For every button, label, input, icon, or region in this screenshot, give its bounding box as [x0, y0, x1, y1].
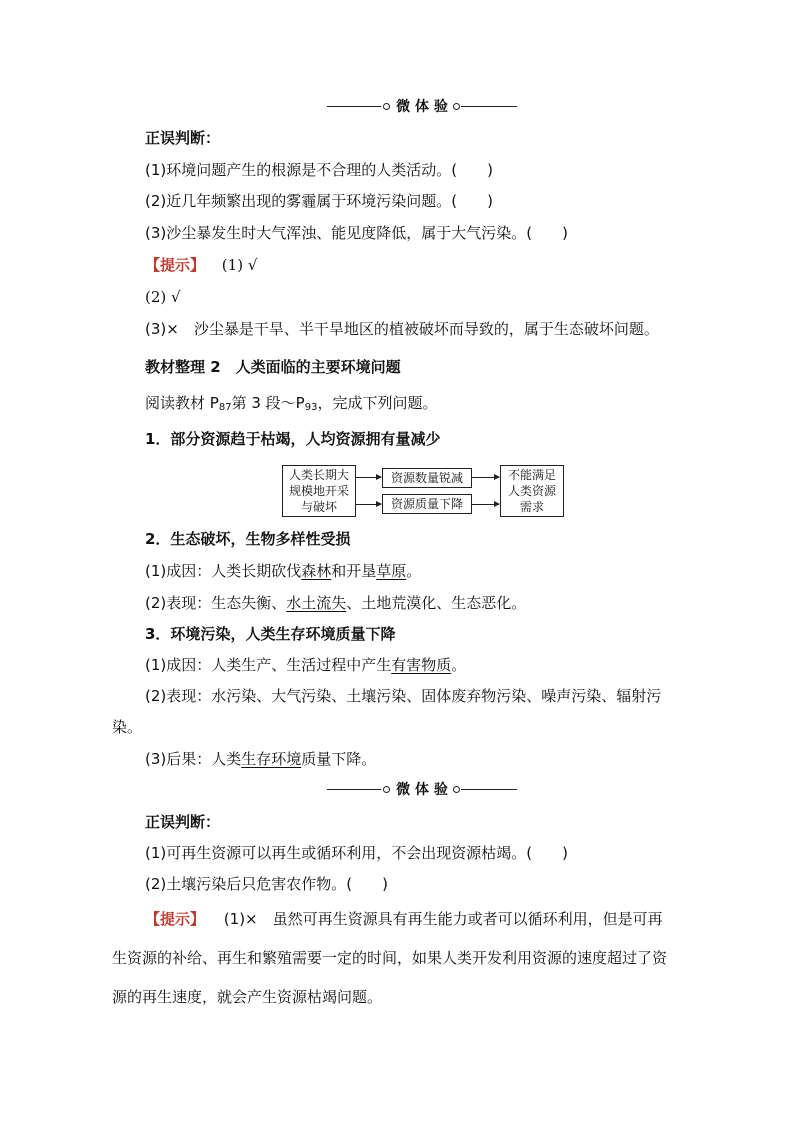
arrow-to-quality — [355, 504, 381, 505]
arrow-quality-result — [471, 504, 499, 505]
read-page-end: 93 — [304, 402, 318, 413]
read-page-start: 87 — [218, 402, 232, 413]
text: 。 — [451, 656, 467, 674]
tip-line-1 — [145, 254, 257, 276]
underlined-term: 森林 — [301, 562, 332, 580]
point3-show-line2: 染。 — [112, 718, 143, 736]
tip-label: 【提示】 — [145, 256, 206, 274]
text: 和开垦 — [331, 562, 377, 580]
quantity-box: 资源数量锐减 — [382, 468, 472, 488]
tip-answer-1: (1) √ — [221, 256, 258, 274]
text: 质量下降。 — [301, 750, 377, 768]
text: (1)成因：人类长期砍伐 — [145, 562, 302, 580]
result-box — [500, 465, 564, 517]
text: 、土地荒漠化、生态恶化。 — [346, 594, 527, 612]
result-line: 人类资源 — [507, 484, 556, 498]
read-mid: 第 3 段～P — [231, 394, 305, 412]
text: (3)后果：人类 — [145, 750, 242, 768]
divider-label: 微 体 验 — [396, 99, 448, 115]
point3-result — [145, 748, 376, 770]
judge2-item-1: (1)可再生资源可以再生或循环利用，不会出现资源枯竭。( ) — [145, 844, 568, 862]
source-box — [282, 465, 356, 517]
tip2-line-1 — [145, 908, 663, 930]
point3-show-line1: (2)表现：水污染、大气污染、土壤污染、固体废弃物污染、噪声污染、辐射污 — [145, 687, 662, 705]
point2-title: 2．生态破坏，生物多样性受损 — [145, 530, 351, 548]
tip-answer-3: (3)× 沙尘暴是干旱、半干旱地区的植被破坏而导致的，属于生态破坏问题。 — [145, 320, 659, 338]
text: 。 — [406, 562, 422, 580]
underlined-term: 草原 — [376, 562, 407, 580]
arrow-to-quantity — [355, 477, 381, 478]
result-line: 不能满足 — [507, 468, 556, 482]
tip2-line-3: 源的再生速度，就会产生资源枯竭问题。 — [112, 988, 383, 1006]
judge-heading-1: 正误判断： — [145, 129, 221, 147]
point2-show — [145, 592, 526, 614]
source-line: 与破坏 — [300, 500, 337, 514]
underlined-term: 有害物质 — [391, 656, 452, 674]
judge-item-1: (1)环境问题产生的根源是不合理的人类活动。( ) — [145, 161, 493, 179]
underlined-term: 水土流失 — [286, 594, 347, 612]
tip2-line-2: 生资源的补给、再生和繁殖需要一定的时间，如果人类开发利用资源的速度超过了资 — [112, 949, 668, 967]
tip2-text-1: (1)× 虽然可再生资源具有再生能力或者可以循环利用，但是可再 — [223, 910, 663, 928]
judge-item-3: (3)沙尘暴发生时大气浑浊、能见度降低，属于大气污染。( ) — [145, 224, 568, 242]
section-divider-2 — [327, 780, 517, 800]
divider-label: 微 体 验 — [396, 782, 448, 798]
text: (1)成因：人类生产、生活过程中产生 — [145, 656, 392, 674]
tip-label: 【提示】 — [145, 910, 206, 928]
result-line: 需求 — [519, 500, 544, 514]
point1-title: 1．部分资源趋于枯竭，人均资源拥有量减少 — [145, 430, 441, 448]
source-line: 人类长期大 — [288, 468, 349, 482]
section-divider-1 — [327, 97, 517, 117]
tip-answer-2: (2) √ — [145, 288, 181, 306]
read-prefix: 阅读教材 P — [145, 394, 219, 412]
read-instruction — [145, 392, 437, 419]
judge2-item-2: (2)土壤污染后只危害农作物。( ) — [145, 875, 388, 893]
point2-cause — [145, 560, 421, 582]
organize-title: 教材整理 2 人类面临的主要环境问题 — [145, 358, 401, 376]
judge-item-2: (2)近几年频繁出现的雾霾属于环境污染问题。( ) — [145, 192, 493, 210]
point3-cause — [145, 654, 466, 676]
source-line: 规模地开采 — [288, 484, 349, 498]
underlined-term: 生存环境 — [241, 750, 302, 768]
text: (2)表现：生态失衡、 — [145, 594, 287, 612]
point3-title: 3．环境污染，人类生存环境质量下降 — [145, 625, 396, 643]
quality-box: 资源质量下降 — [382, 494, 472, 514]
read-suffix: ，完成下列问题。 — [317, 394, 438, 412]
arrow-quantity-result — [471, 477, 499, 478]
judge-heading-2: 正误判断： — [145, 813, 221, 831]
